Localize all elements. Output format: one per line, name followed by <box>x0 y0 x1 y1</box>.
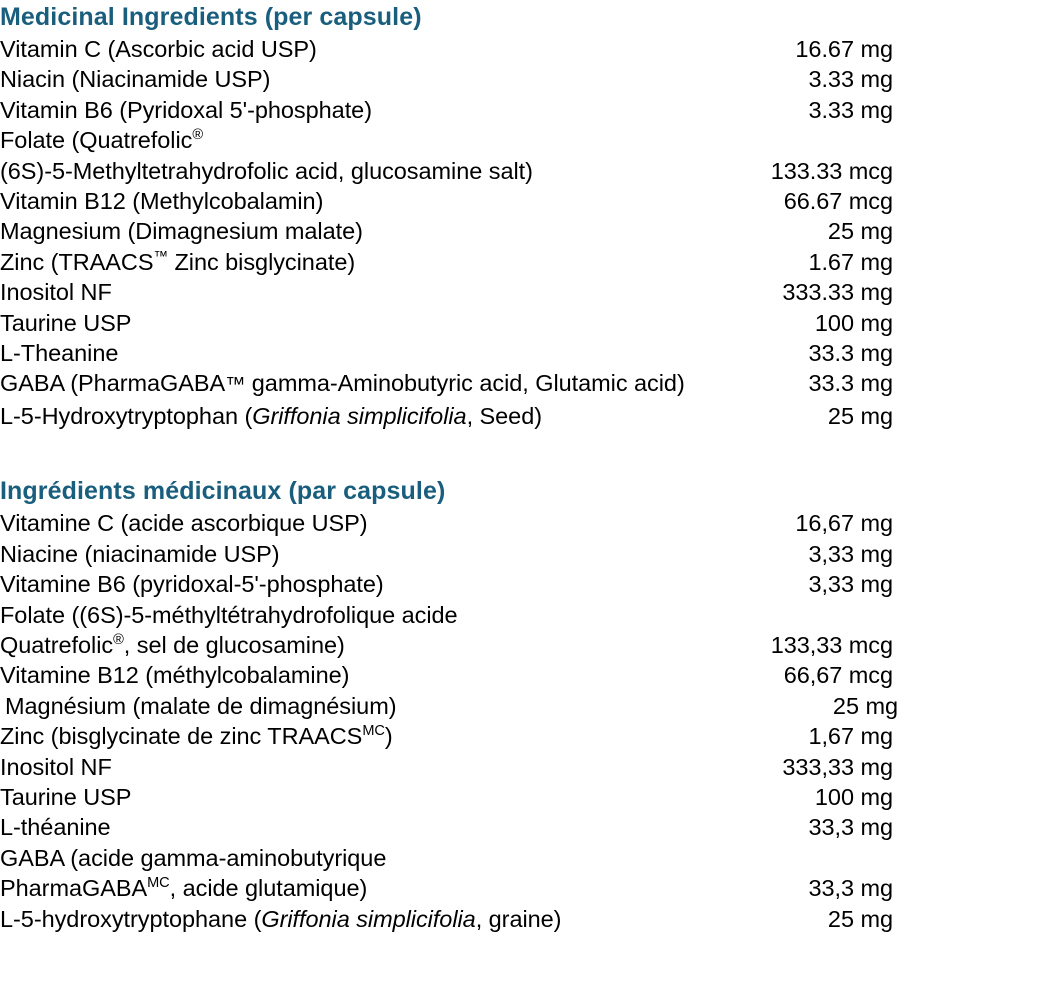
page-title-english: Medicinal Ingredients (per capsule) <box>0 3 422 31</box>
ingredient-name: Vitamin B6 (Pyridoxal 5'-phosphate) <box>0 96 372 123</box>
ingredient-name: Taurine USP <box>0 309 132 336</box>
ingredient-row <box>0 812 893 842</box>
ingredient-amount: 33,3 mg <box>808 814 893 841</box>
ingredient-name: Taurine USP <box>0 783 132 810</box>
ingredient-row <box>0 691 898 721</box>
ingredient-row <box>0 125 893 155</box>
ingredient-row <box>0 216 893 246</box>
ingredient-amount: 133.33 mcg <box>770 157 893 184</box>
ingredient-row <box>0 95 893 125</box>
ingredient-amount: 333.33 mg <box>782 279 893 306</box>
page-title-french: Ingrédients médicinaux (par capsule) <box>0 477 446 506</box>
ingredient-row <box>0 508 893 538</box>
ingredient-amount: 33.3 mg <box>808 370 893 397</box>
ingredient-name: Folate (Quatrefolic® <box>0 127 204 154</box>
ingredient-name: Folate ((6S)-5-méthyltétrahydrofolique acide <box>0 601 458 628</box>
ingredient-row <box>0 843 893 873</box>
ingredient-row <box>0 630 893 660</box>
ingredient-name: Inositol NF <box>0 753 112 780</box>
ingredient-row <box>0 401 893 431</box>
ingredient-row <box>0 539 893 569</box>
ingredient-name: PharmaGABA$^{MC}$, acide glutamique) <box>0 875 368 902</box>
ingredient-list-english <box>0 34 893 431</box>
ingredient-row <box>0 277 893 307</box>
ingredient-row <box>0 64 893 94</box>
ingredient-row <box>0 904 893 934</box>
ingredient-amount: 100 mg <box>814 309 893 336</box>
ingredient-name: (6S)-5-Methyltetrahydrofolic acid, glucosamine salt) <box>0 157 533 184</box>
ingredient-row <box>0 308 893 338</box>
ingredient-row <box>0 660 893 690</box>
ingredient-name: Vitamin B12 (Methylcobalamin) <box>0 188 324 215</box>
ingredient-amount: 16.67 mg <box>795 36 893 62</box>
section-medicinal-ingredients-french <box>0 431 898 934</box>
ingredient-name: Quatrefolic®, sel de glucosamine) <box>0 631 345 658</box>
ingredient-amount: 3.33 mg <box>808 66 893 93</box>
ingredient-name: Vitamin C (Ascorbic acid USP) <box>0 36 317 62</box>
ingredient-amount: 133,33 mcg <box>770 631 893 658</box>
ingredient-name: Vitamine B6 (pyridoxal-5'-phosphate) <box>0 571 384 598</box>
ingredient-amount: 66,67 mcg <box>783 662 893 689</box>
ingredient-name: L-5-hydroxytryptophane (Griffonia simplicifolia, graine) <box>0 905 562 932</box>
ingredient-amount: 333,33 mg <box>782 753 893 780</box>
ingredient-name: L-théanine <box>0 814 111 841</box>
ingredient-row <box>0 156 893 186</box>
ingredient-amount: 100 mg <box>814 783 893 810</box>
ingredient-amount: 25 mg <box>827 905 893 932</box>
ingredient-row <box>0 752 893 782</box>
ingredient-row <box>0 873 893 903</box>
ingredient-name: L-5-Hydroxytryptophan (Griffonia simplicifolia, Seed) <box>0 402 542 429</box>
ingredient-name: Vitamine B12 (méthylcobalamine) <box>0 662 350 689</box>
ingredient-name: Niacin (Niacinamide USP) <box>0 66 271 93</box>
ingredient-row <box>0 34 893 64</box>
ingredient-amount: 25 mg <box>832 692 898 719</box>
ingredient-name: Zinc (bisglycinate de zinc $TRAACS^{MC}$) <box>0 723 393 750</box>
ingredient-row <box>0 338 893 368</box>
ingredient-amount: 3.33 mg <box>808 96 893 123</box>
ingredient-row <box>0 782 893 812</box>
ingredient-row <box>0 247 893 277</box>
ingredient-name: Vitamine C (acide ascorbique USP) <box>0 510 368 537</box>
ingredient-name: Magnésium (malate de dimagnésium) <box>5 692 397 719</box>
ingredient-row <box>0 569 893 599</box>
ingredient-row <box>0 600 893 630</box>
ingredient-row <box>0 368 893 400</box>
ingredient-amount: 25 mg <box>827 402 893 429</box>
ingredient-amount: 1,67 mg <box>808 723 893 750</box>
ingredient-name: L-Theanine <box>0 340 119 367</box>
ingredient-list-french <box>0 508 898 934</box>
ingredient-name: Magnesium (Dimagnesium malate) <box>0 218 363 245</box>
section-medicinal-ingredients-english <box>0 0 893 431</box>
ingredient-amount: 3,33 mg <box>808 540 893 567</box>
ingredient-name: GABA (PharmaGABA™ gamma-Aminobutyric acid, Glutamic acid) <box>0 370 685 397</box>
ingredient-amount: 1.67 mg <box>808 248 893 275</box>
ingredient-row <box>0 186 893 216</box>
ingredient-amount: 16,67 mg <box>795 510 893 537</box>
ingredient-name: GABA (acide gamma-aminobutyrique <box>0 844 387 871</box>
ingredient-row <box>0 721 893 751</box>
ingredient-amount: 66.67 mcg <box>783 188 893 215</box>
ingredient-name: Niacine (niacinamide USP) <box>0 540 280 567</box>
ingredient-amount: 3,33 mg <box>808 571 893 598</box>
ingredient-amount: 33,3 mg <box>808 875 893 902</box>
ingredient-name: Inositol NF <box>0 279 112 306</box>
ingredient-amount: 25 mg <box>827 218 893 245</box>
ingredient-name: Zinc (TRAACS™ Zinc bisglycinate) <box>0 248 356 275</box>
ingredient-amount: 33.3 mg <box>808 340 893 367</box>
